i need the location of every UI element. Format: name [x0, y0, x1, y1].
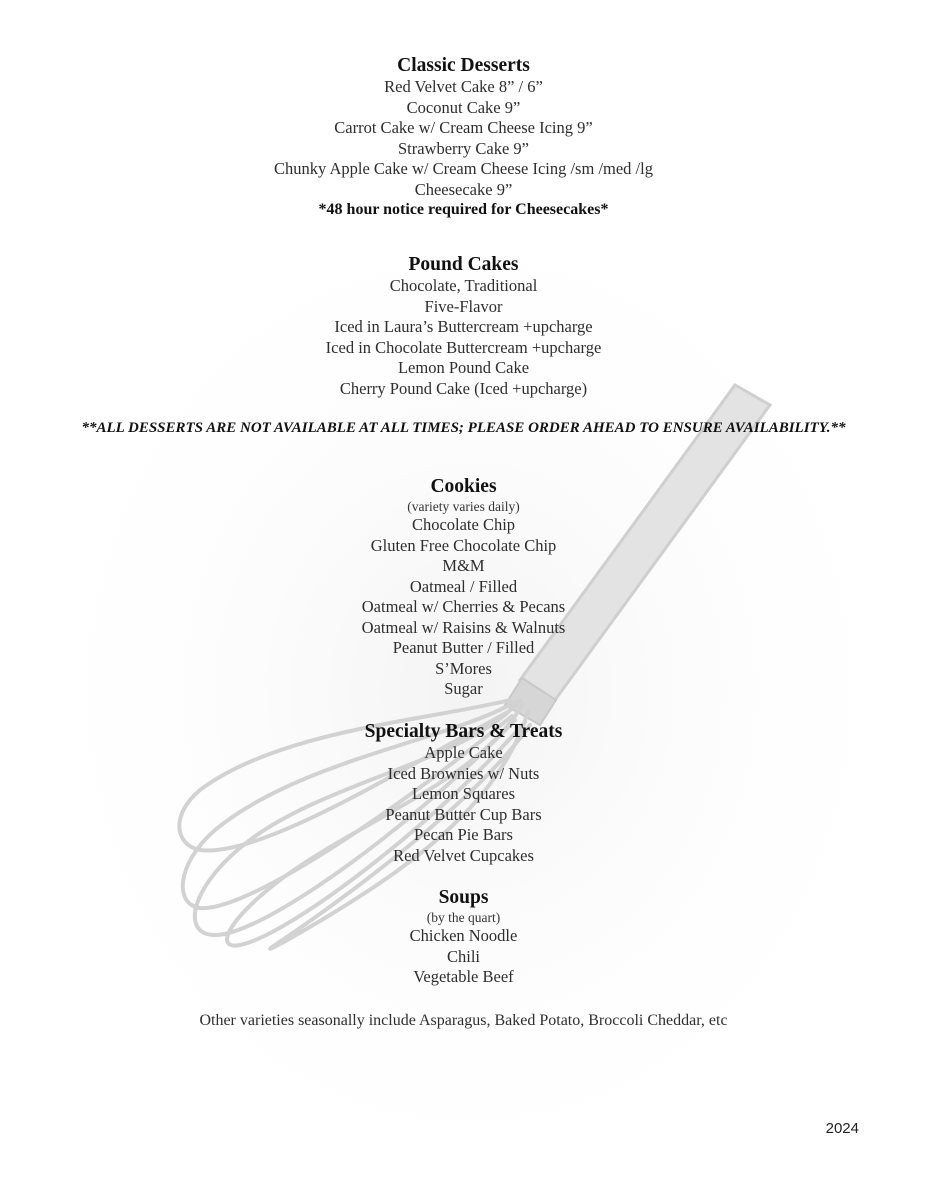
list-item: Gluten Free Chocolate Chip — [370, 535, 557, 555]
list-item: Carrot Cake w/ Cream Cheese Icing 9” — [334, 118, 593, 137]
list-item: Chili — [446, 946, 480, 966]
section-title: Cookies — [430, 476, 497, 497]
list-item: M&M — [442, 556, 485, 575]
list-item: Coconut Cake 9” — [406, 97, 521, 117]
classic-desserts-section — [0, 55, 927, 220]
list-item: Iced Brownies w/ Nuts — [387, 763, 540, 783]
list-item: Pecan Pie Bars — [414, 825, 513, 844]
availability-warning: **ALL DESSERTS ARE NOT AVAILABLE AT ALL TIMES; PLEASE ORDER AHEAD TO ENSURE AVAILABILITY.** — [81, 420, 846, 436]
list-item: Peanut Butter Cup Bars — [385, 804, 542, 824]
list-item: Oatmeal w/ Raisins & Walnuts — [361, 617, 566, 637]
section-title: Specialty Bars & Treats — [364, 721, 563, 742]
year-label: 2024 — [825, 1120, 859, 1137]
list-item: Cherry Pound Cake (Iced +upcharge) — [339, 378, 588, 398]
soups-section — [0, 887, 927, 988]
section-note: (by the quart) — [426, 910, 501, 925]
other-varieties-note: Other varieties seasonally include Asparagus, Baked Potato, Broccoli Cheddar, etc — [199, 1012, 728, 1029]
list-item: Red Velvet Cupcakes — [393, 845, 534, 865]
list-item: Iced in Chocolate Buttercream +upcharge — [325, 337, 602, 357]
list-item: Cheesecake 9” — [414, 179, 513, 199]
list-item: Lemon Squares — [411, 784, 516, 803]
list-item: Chicken Noodle — [409, 926, 518, 945]
section-title: Classic Desserts — [397, 55, 530, 76]
list-item: Iced in Laura’s Buttercream +upcharge — [334, 317, 593, 336]
list-item: Chunky Apple Cake w/ Cream Cheese Icing /sm /med /lg — [274, 159, 653, 178]
cookies-section — [0, 476, 927, 700]
list-item: Oatmeal / Filled — [409, 576, 518, 596]
list-item: Sugar — [444, 679, 483, 698]
list-item: Chocolate, Traditional — [389, 276, 538, 295]
list-item: Strawberry Cake 9” — [397, 138, 530, 158]
pound-cakes-section — [0, 254, 927, 399]
list-item: Apple Cake — [424, 743, 503, 762]
list-item: Red Velvet Cake 8” / 6” — [384, 77, 543, 96]
list-item: S’Mores — [435, 658, 492, 678]
specialty-bars-section — [0, 721, 927, 866]
list-item: Five-Flavor — [424, 296, 503, 316]
list-item: Lemon Pound Cake — [397, 358, 530, 377]
list-item: Oatmeal w/ Cherries & Pecans — [361, 597, 566, 616]
section-title: Soups — [438, 887, 489, 908]
list-item: Peanut Butter / Filled — [392, 638, 535, 657]
list-item: Vegetable Beef — [413, 967, 514, 986]
section-note: (variety varies daily) — [407, 499, 520, 514]
list-item: Chocolate Chip — [411, 515, 516, 534]
cheesecake-notice: *48 hour notice required for Cheesecakes* — [318, 201, 609, 218]
section-title: Pound Cakes — [408, 254, 519, 275]
